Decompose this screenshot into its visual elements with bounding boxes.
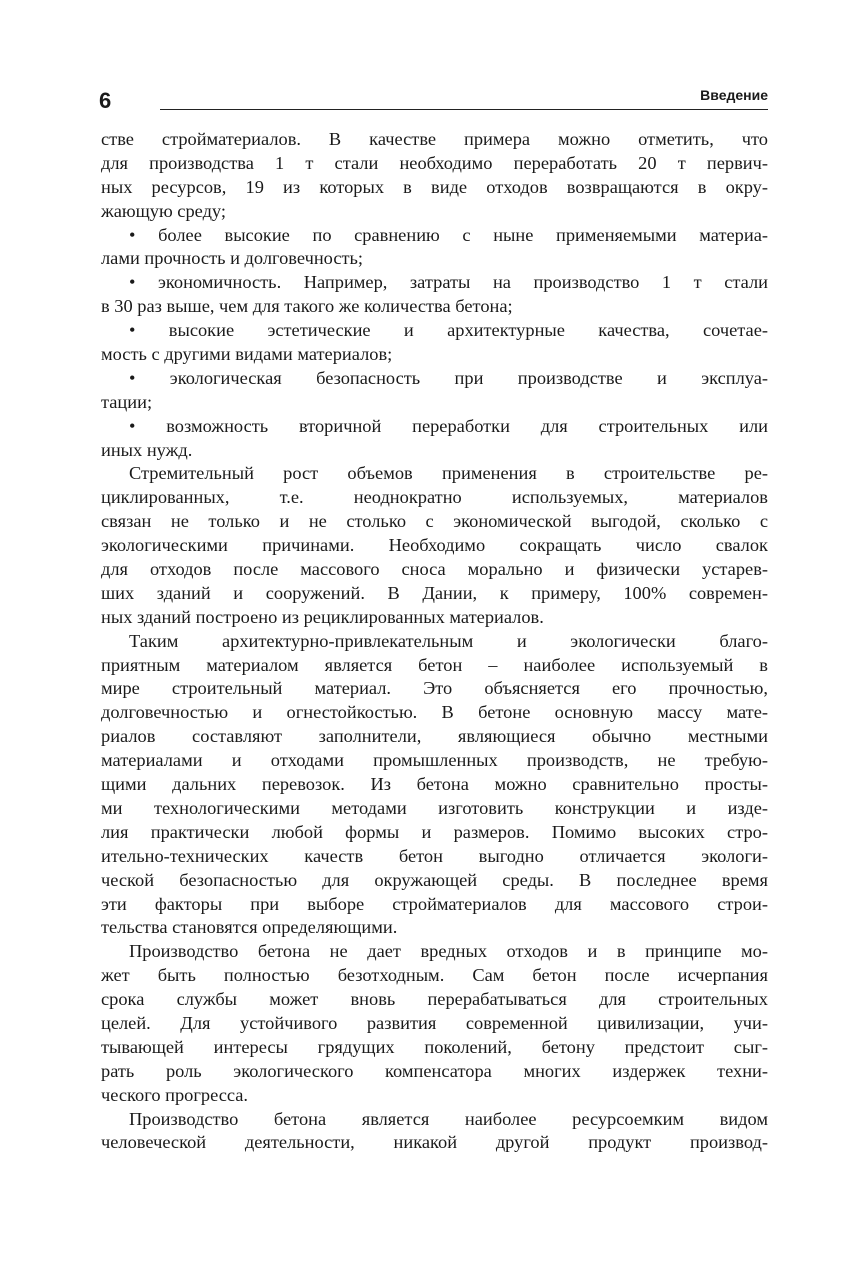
header-rule: [160, 109, 768, 110]
text-line: щими дальних перевозок. Из бетона можно сравнительно просты-: [101, 774, 768, 795]
paragraph: [101, 940, 768, 1107]
text-line: тации;: [101, 391, 153, 412]
text-line: жающую среду;: [101, 200, 226, 221]
text-line: экологическими причинами. Необходимо сокращать число свалок: [101, 535, 768, 556]
paragraph: [101, 319, 768, 367]
page-number: 6: [99, 88, 112, 113]
text-line: иных нужд.: [101, 439, 193, 460]
text-line: срока службы может вновь перерабатываться для строительных: [101, 989, 768, 1010]
paragraph: [101, 367, 768, 415]
text-line: долговечностью и огнестойкостью. В бетоне основную массу мате-: [101, 702, 768, 723]
text-line: Производство бетона не дает вредных отходов и в принципе мо-: [129, 941, 768, 962]
text-line: стве стройматериалов. В качестве примера можно отметить, что: [101, 129, 768, 149]
text-line: • более высокие по сравнению с ныне применяемыми материа-: [129, 224, 768, 245]
text-line: риалов составляют заполнители, являющиеся обычно местными: [101, 726, 768, 747]
text-line: Производство бетона является наиболее ресурсоемким видом: [129, 1108, 768, 1129]
text-line: ческой безопасностью для окружающей среды. В последнее время: [101, 869, 768, 890]
text-line: • экологическая безопасность при производстве и эксплуа-: [129, 367, 768, 388]
text-line: для производства 1 т стали необходимо переработать 20 т первич-: [101, 152, 768, 173]
text-line: ительно-технических качеств бетон выгодно отличается экологи-: [101, 845, 768, 866]
paragraph: [101, 271, 768, 319]
text-line: ных ресурсов, 19 из которых в виде отходов возвращаются в окру-: [101, 176, 768, 197]
paragraph: [101, 415, 768, 463]
body-text: [101, 128, 768, 1155]
text-line: жет быть полностью безотходным. Сам бетон после исчерпания: [101, 965, 768, 986]
paragraph: [101, 128, 768, 224]
text-line: Таким архитектурно-привлекательным и экологически благо-: [129, 630, 768, 651]
text-line: лия практически любой формы и размеров. Помимо высоких стро-: [101, 821, 768, 842]
text-line: • возможность вторичной переработки для строительных или: [129, 415, 768, 436]
paragraph: [101, 630, 768, 941]
text-line: циклированных, т.е. неоднократно используемых, материалов: [101, 487, 768, 508]
text-line: • экономичность. Например, затраты на производство 1 т стали: [129, 272, 768, 293]
text-line: материалами и отходами промышленных производств, не требую-: [101, 750, 768, 771]
text-line: ми технологическими методами изготовить конструкции и изде-: [101, 797, 768, 818]
text-line: мире строительный материал. Это объясняется его прочностью,: [101, 678, 768, 699]
text-line: связан не только и не столько с экономической выгодой, сколько с: [101, 511, 768, 532]
text-line: ных зданий построено из рециклированных материалов.: [101, 606, 544, 627]
text-line: ших зданий и сооружений. В Дании, к примеру, 100% современ-: [101, 582, 768, 603]
text-line: приятным материалом является бетон – наиболее используемый в: [101, 654, 768, 675]
text-line: мость с другими видами материалов;: [101, 344, 393, 365]
text-line: эти факторы при выборе стройматериалов для массового строи-: [101, 893, 768, 914]
running-head: Введение: [700, 87, 768, 103]
text-line: • высокие эстетические и архитектурные качества, сочетае-: [129, 320, 768, 341]
text-line: рать роль экологического компенсатора многих издержек техни-: [101, 1060, 768, 1081]
text-line: ческого прогресса.: [101, 1084, 249, 1105]
text-line: для отходов после массового сноса морально и физически устарев-: [101, 559, 768, 580]
text-line: лами прочность и долговечность;: [101, 248, 364, 269]
paragraph: [101, 1108, 768, 1156]
text-line: целей. Для устойчивого развития современной цивилизации, учи-: [101, 1012, 768, 1033]
paragraph: [101, 224, 768, 272]
text-line: тывающей интересы грядущих поколений, бетону предстоит сыг-: [101, 1036, 768, 1057]
text-line: человеческой деятельности, никакой другой продукт производ-: [101, 1132, 768, 1153]
paragraph: [101, 462, 768, 629]
text-line: тельства становятся определяющими.: [101, 917, 398, 938]
text-line: Стремительный рост объемов применения в строительстве ре-: [129, 463, 768, 484]
text-line: в 30 раз выше, чем для такого же количества бетона;: [101, 296, 513, 317]
